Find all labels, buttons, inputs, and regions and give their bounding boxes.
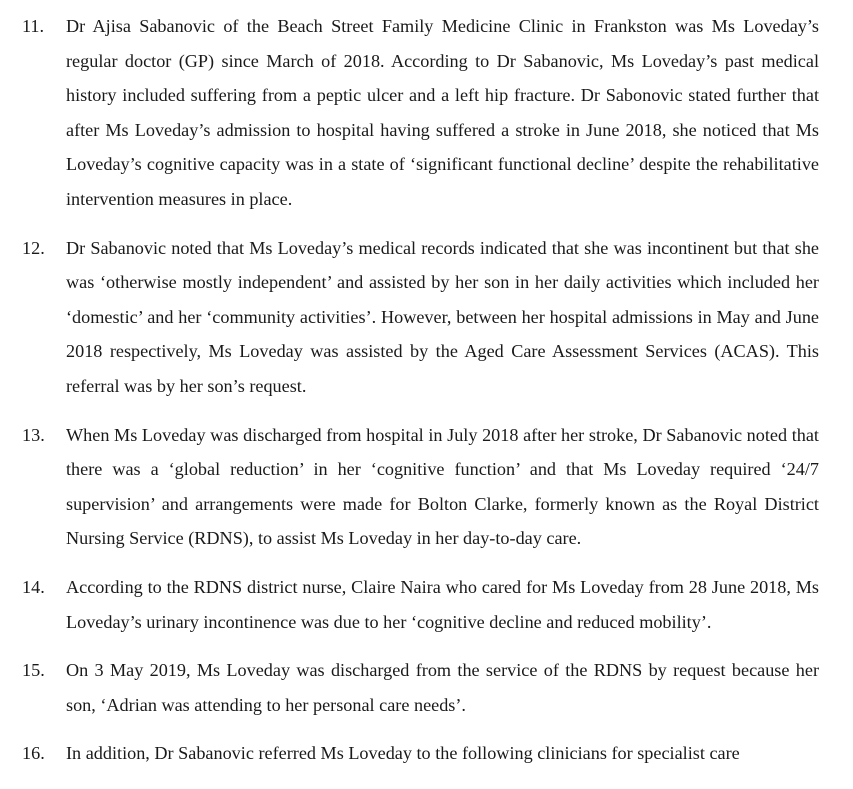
paragraph-13 xyxy=(0,418,819,556)
paragraph-number: 14. xyxy=(22,576,45,597)
paragraph-text: According to the RDNS district nurse, Claire Naira who cared for Ms Loveday from 28 June 2018, Ms Loveday’s urinary incontinence was due to her ‘cognitive decline and reduced mobility’. xyxy=(66,576,819,632)
paragraph-11 xyxy=(0,9,819,217)
paragraph-text: In addition, Dr Sabanovic referred Ms Loveday to the following clinicians for specialist care xyxy=(66,743,740,764)
paragraph-text: Dr Sabanovic noted that Ms Loveday’s medical records indicated that she was incontinent but that she was ‘otherwise mostly independent’ and assisted by her son in her daily activities which included her ‘domestic’ and her ‘community activities’. However, between her hospital admissions in May and June 2018 respectively, Ms Loveday was assisted by the Aged Care Assessment Services (ACAS). This referral was by her son’s request. xyxy=(66,237,819,396)
paragraph-number: 13. xyxy=(22,424,45,445)
paragraph-15 xyxy=(0,653,819,722)
paragraph-number: 12. xyxy=(22,237,45,258)
paragraph-text: When Ms Loveday was discharged from hospital in July 2018 after her stroke, Dr Sabanovic noted that there was a ‘global reduction’ in her ‘cognitive function’ and that Ms Loveday required ‘24/7 supervision’ and arrangements were made for Bolton Clarke, formerly known as the Royal District Nursing Service (RDNS), to assist Ms Loveday in her day-to-day care. xyxy=(66,424,819,549)
paragraph-number: 16. xyxy=(22,743,45,764)
paragraph-text: On 3 May 2019, Ms Loveday was discharged from the service of the RDNS by request because her son, ‘Adrian was attending to her personal care needs’. xyxy=(66,660,819,715)
document-page xyxy=(0,9,853,785)
paragraph-number: 11. xyxy=(22,16,45,36)
paragraph-14 xyxy=(0,570,819,639)
paragraph-text: Dr Ajisa Sabanovic of the Beach Street Family Medicine Clinic in Frankston was Ms Loveday’s regular doctor (GP) since March of 2018. According to Dr Sabanovic, Ms Loveday’s past medical history included suffering from a peptic ulcer and a left hip fracture. Dr Sabonovic stated further that after Ms Loveday’s admission to hospital having suffered a stroke in June 2018, she noticed that Ms Loveday’s cognitive capacity was in a state of ‘significant functional decline’ despite the rehabilitative intervention measures in place. xyxy=(66,16,819,209)
paragraph-16 xyxy=(0,736,819,771)
paragraph-number: 15. xyxy=(22,660,45,681)
paragraph-12 xyxy=(0,231,819,404)
